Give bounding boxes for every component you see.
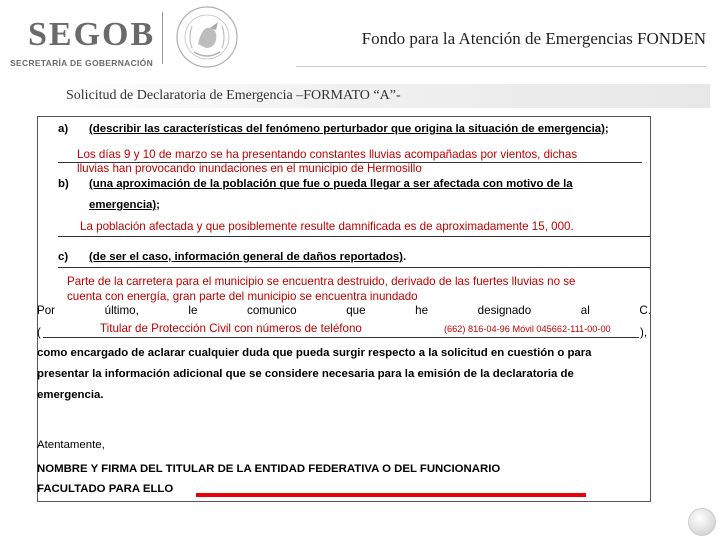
- closing-word: comunico: [247, 304, 297, 317]
- closing-line2: como encargado de aclarar cualquier duda que pueda surgir respecto a la solicitud en cuestión o para: [37, 347, 592, 359]
- closing-word: le: [188, 304, 198, 317]
- segob-logo-text: SEGOB: [28, 16, 156, 53]
- item-c-prompt: [89, 251, 406, 263]
- closing-word: designado: [477, 304, 532, 317]
- item-c-prompt-text: (de ser el caso, información general de daños reportados): [89, 251, 403, 263]
- closing-word: C.: [639, 304, 651, 317]
- item-a-prompt-text: (describir las características del fenómeno perturbador que origina la situación de emergencia): [89, 123, 605, 135]
- item-b-prompt-line2: [89, 199, 160, 211]
- segob-logo-subtext: SECRETARÍA DE GOBERNACIÓN: [10, 58, 154, 68]
- item-c-answer-line2: cuenta con energía, gran parte del municipio se encuentra inundado: [67, 290, 418, 303]
- closing-line4: emergencia.: [37, 389, 104, 401]
- paren-open: (: [37, 326, 41, 339]
- item-c-label: c): [58, 251, 69, 263]
- next-slide-circle-icon[interactable]: [688, 508, 716, 536]
- mexican-coat-of-arms-icon: [172, 4, 242, 70]
- answer-line: [58, 267, 650, 268]
- item-a-answer-line1: Los días 9 y 10 de marzo se ha presentando constantes lluvias acompañadas por vientos, dichas: [77, 148, 578, 161]
- item-a-label: a): [58, 123, 69, 135]
- item-a-suffix: ;: [604, 123, 609, 135]
- item-a-prompt: [89, 123, 609, 135]
- signature-red-bar: [196, 493, 586, 497]
- closing-line3: presentar la información adicional que se considere necesaria para la emisión de la declaratoria de: [37, 368, 574, 380]
- item-b-label: b): [58, 178, 69, 190]
- header-rule: [296, 66, 706, 67]
- page-title: Fondo para la Atención de Emergencias FONDEN: [361, 29, 706, 48]
- logo-divider: [162, 12, 163, 64]
- answer-line: [58, 236, 650, 237]
- signature-line1: NOMBRE Y FIRMA DEL TITULAR DE LA ENTIDAD FEDERATIVA O DEL FUNCIONARIO: [37, 463, 501, 475]
- item-b-prompt-line2-text: emergencia): [89, 199, 157, 211]
- closing-line1: [37, 304, 651, 317]
- paren-close: ),: [640, 326, 648, 339]
- segob-logo: [8, 6, 168, 68]
- item-a-answer-line2: lluvias han provocando inundaciones en el municipio de Hermosillo: [77, 162, 422, 175]
- page-subtitle: Solicitud de Declaratoria de Emergencia –FORMATO “A”-: [66, 88, 401, 103]
- closing-word: Por: [37, 304, 56, 317]
- signature-line2: FACULTADO PARA ELLO: [37, 483, 174, 495]
- answer-line: [43, 337, 639, 338]
- designee-text: Titular de Protección Civil con números de teléfono: [100, 322, 362, 335]
- closing-word: he: [415, 304, 429, 317]
- closing-word: al: [580, 304, 590, 317]
- closing-word: que: [346, 304, 366, 317]
- regards: Atentamente,: [37, 439, 105, 451]
- item-b-answer: La población afectada y que posiblemente resulte damnificada es de aproximadamente 15, 000.: [80, 220, 574, 233]
- item-c-answer-line1: Parte de la carretera para el municipio se encuentra destruido, derivado de las fuertes lluvias no se: [67, 275, 576, 288]
- item-b-suffix: ;: [156, 199, 160, 211]
- item-c-suffix: .: [402, 251, 407, 263]
- closing-word: último,: [104, 304, 139, 317]
- phone-numbers: (662) 816-04-96 Móvil 045662-111-00-00: [444, 324, 611, 334]
- item-b-prompt-line1: (una aproximación de la población que fue o pueda llegar a ser afectada con motivo de la: [89, 178, 573, 190]
